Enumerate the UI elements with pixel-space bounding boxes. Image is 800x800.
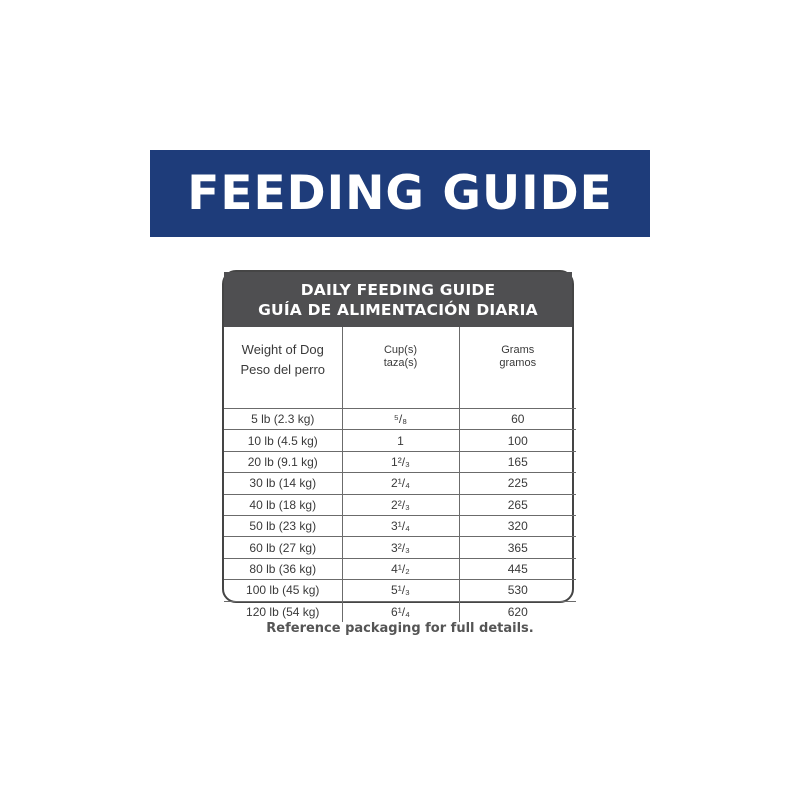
grams-cell: 320 <box>459 515 576 536</box>
reference-footnote: Reference packaging for full details. <box>266 621 534 636</box>
banner-title: FEEDING GUIDE <box>187 166 613 221</box>
grams-cell: 60 <box>459 409 576 430</box>
cups-cell: 5¹/₃ <box>342 580 459 601</box>
cups-cell: 1²/₃ <box>342 451 459 472</box>
weight-cell: 120 lb (54 kg) <box>224 601 342 622</box>
cups-cell: 2²/₃ <box>342 494 459 515</box>
table-row <box>224 558 576 579</box>
column-header-weight-en: Weight of Dog <box>241 342 324 357</box>
cups-cell: 3¹/₄ <box>342 515 459 536</box>
weight-cell: 40 lb (18 kg) <box>224 494 342 515</box>
table-row <box>224 409 576 430</box>
column-header-cups <box>342 327 459 409</box>
table-row <box>224 473 576 494</box>
cups-cell: 4¹/₂ <box>342 558 459 579</box>
grams-cell: 365 <box>459 537 576 558</box>
grams-cell: 165 <box>459 451 576 472</box>
column-header-weight <box>224 327 342 409</box>
feeding-table <box>224 327 576 622</box>
grams-cell: 225 <box>459 473 576 494</box>
weight-cell: 100 lb (45 kg) <box>224 580 342 601</box>
column-header-cups-es: taza(s) <box>383 357 418 369</box>
column-header-grams <box>459 327 576 409</box>
weight-cell: 5 lb (2.3 kg) <box>224 409 342 430</box>
daily-feeding-guide-table <box>222 270 574 619</box>
table-row <box>224 580 576 601</box>
grams-cell: 530 <box>459 580 576 601</box>
cups-cell: 6¹/₄ <box>342 601 459 622</box>
cups-cell: 1 <box>342 430 459 451</box>
guide-title-spanish: GUÍA DE ALIMENTACIÓN DIARIA <box>258 300 538 319</box>
grams-cell: 620 <box>459 601 576 622</box>
table-header-row <box>224 327 576 409</box>
guide-title-english: DAILY FEEDING GUIDE <box>300 280 496 299</box>
column-header-grams-en: Grams <box>501 344 535 356</box>
cups-cell: 2¹/₄ <box>342 473 459 494</box>
guide-header <box>224 272 572 327</box>
weight-cell: 20 lb (9.1 kg) <box>224 451 342 472</box>
grams-cell: 265 <box>459 494 576 515</box>
weight-cell: 30 lb (14 kg) <box>224 473 342 494</box>
weight-cell: 50 lb (23 kg) <box>224 515 342 536</box>
column-header-cups-en: Cup(s) <box>383 344 417 356</box>
feeding-guide-banner <box>150 150 650 237</box>
column-header-grams-es: gramos <box>499 357 537 369</box>
cups-cell: 3²/₃ <box>342 537 459 558</box>
table-row <box>224 451 576 472</box>
table-row <box>224 515 576 536</box>
table-row <box>224 537 576 558</box>
weight-cell: 10 lb (4.5 kg) <box>224 430 342 451</box>
weight-cell: 80 lb (36 kg) <box>224 558 342 579</box>
column-header-weight-es: Peso del perro <box>240 362 326 377</box>
table-row <box>224 601 576 622</box>
grams-cell: 100 <box>459 430 576 451</box>
table-row <box>224 430 576 451</box>
weight-cell: 60 lb (27 kg) <box>224 537 342 558</box>
cups-cell: ⁵/₈ <box>342 409 459 430</box>
grams-cell: 445 <box>459 558 576 579</box>
table-row <box>224 494 576 515</box>
